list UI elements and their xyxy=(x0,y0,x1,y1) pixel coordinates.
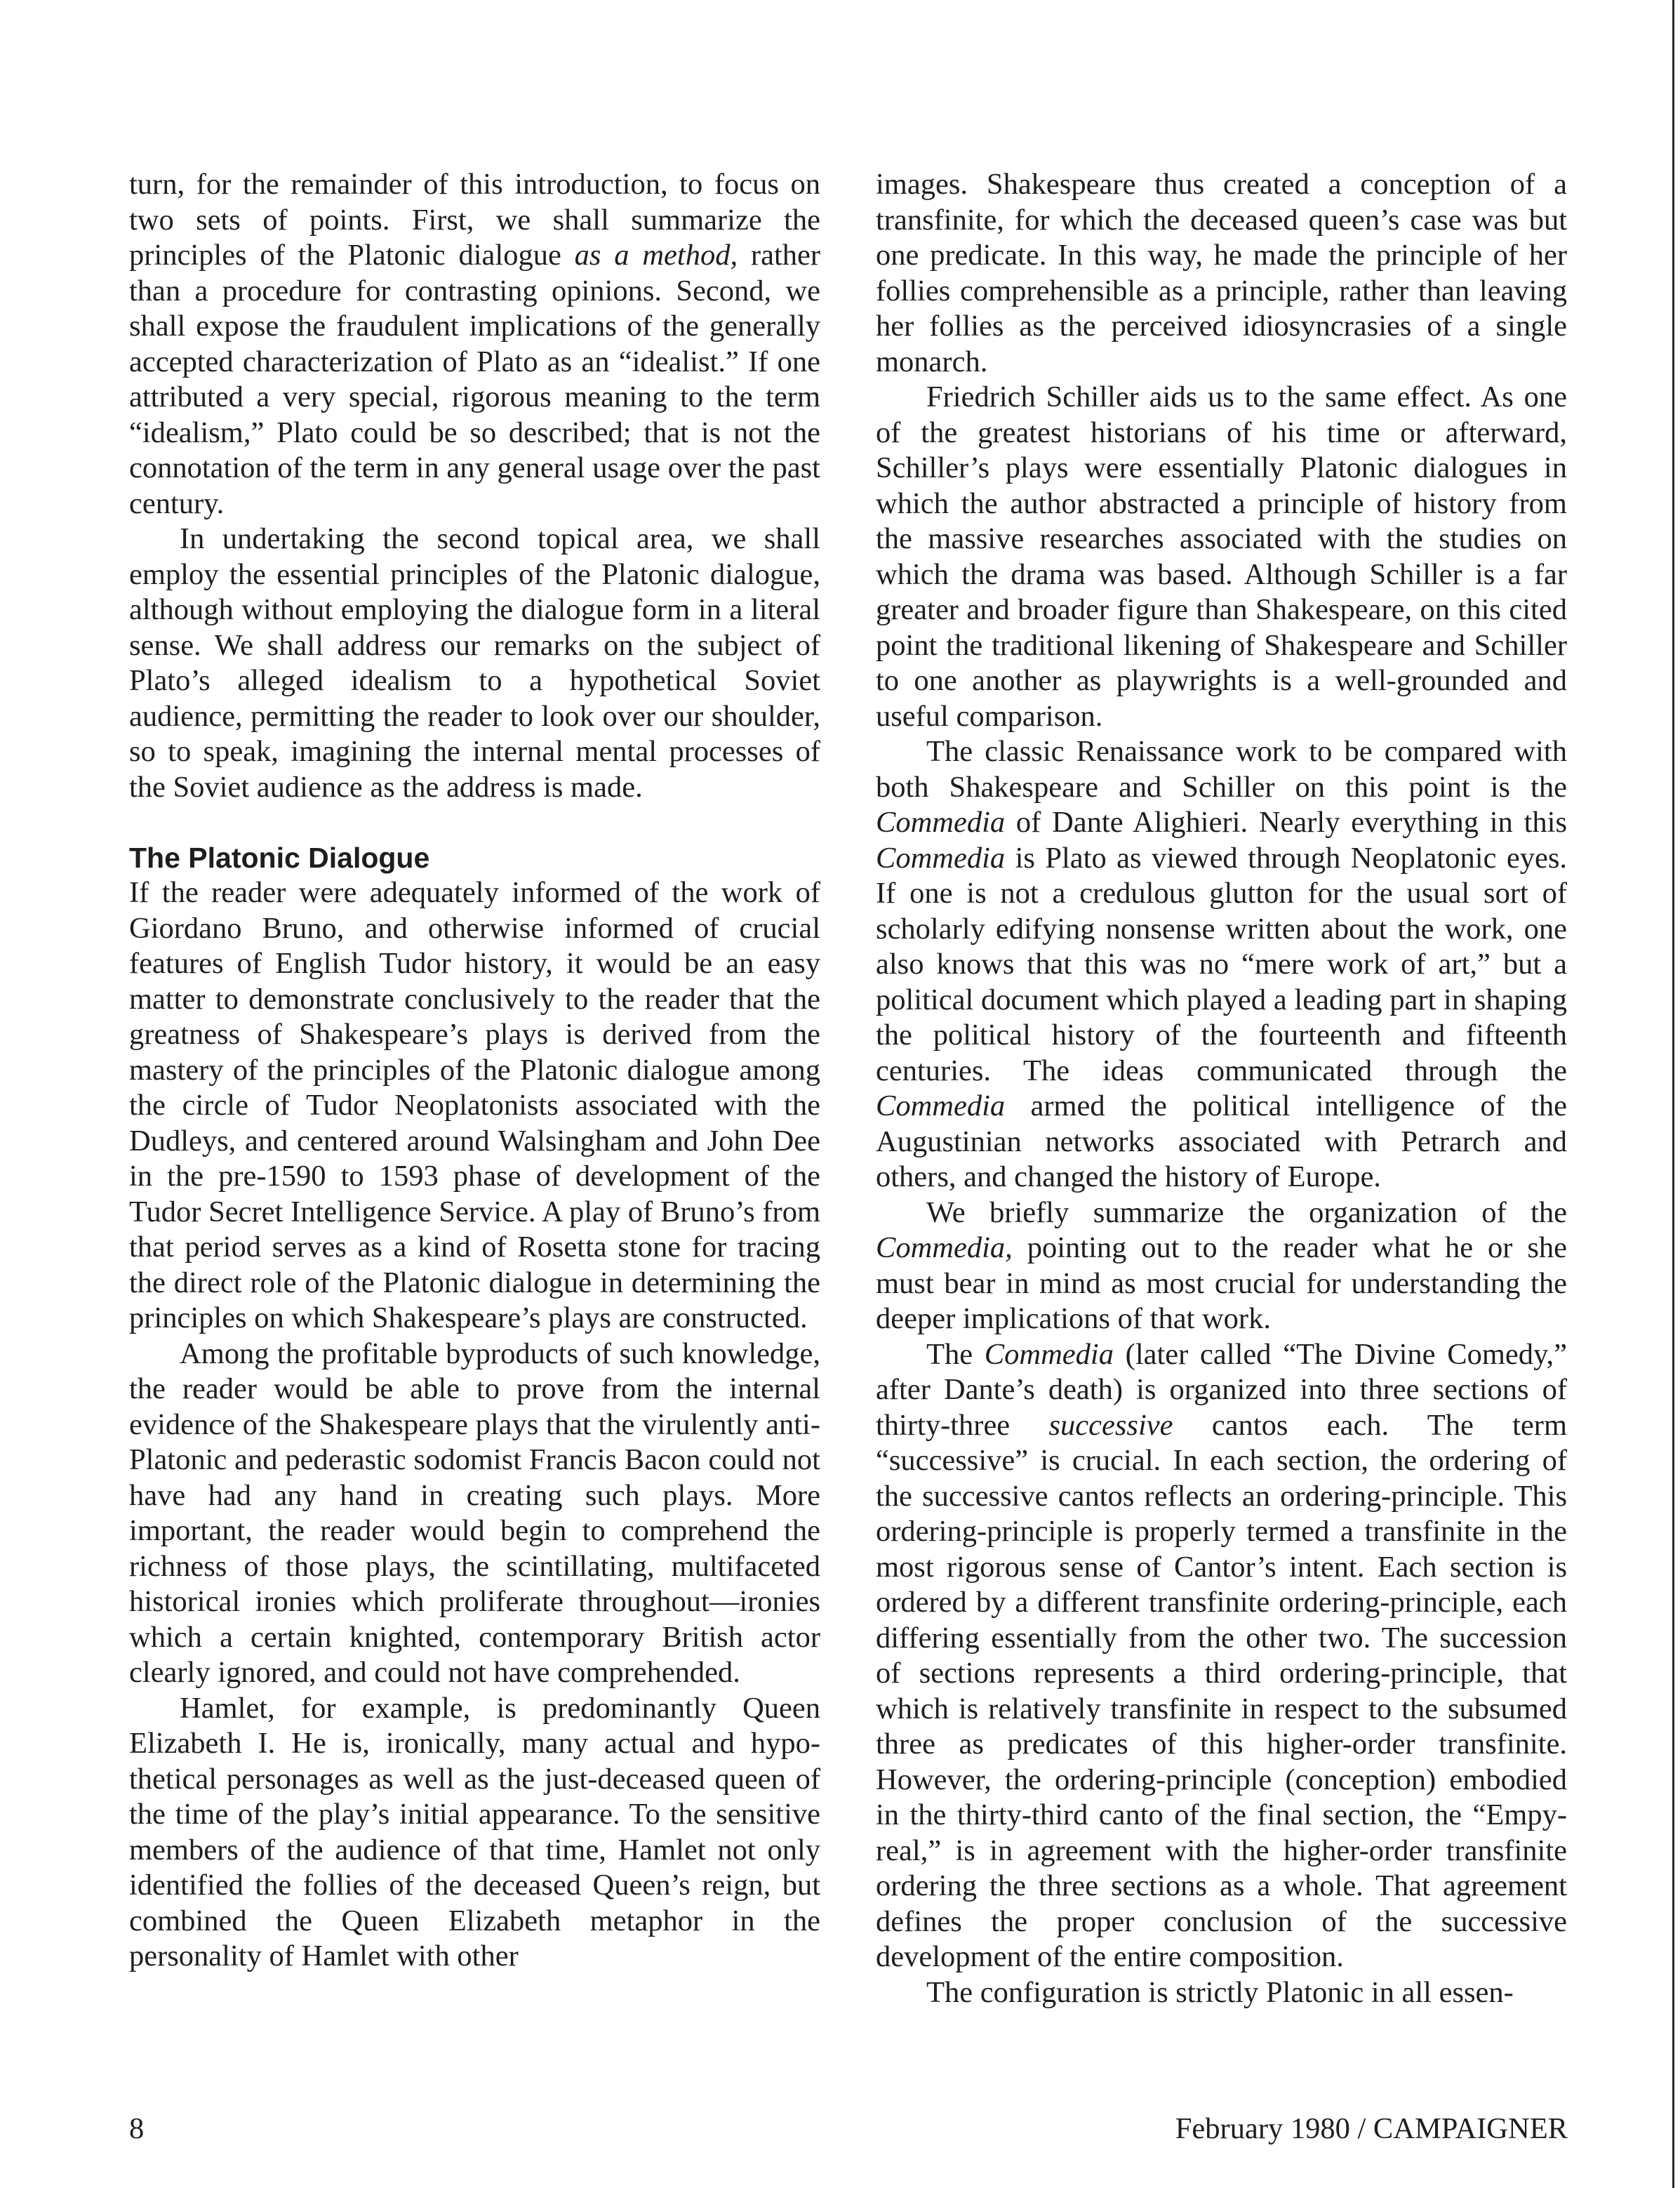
text-run: The classic Renaissance work to be compared with both Shakespeare and Schiller on this point is the xyxy=(876,735,1567,804)
page-edge-rule xyxy=(1672,0,1674,2188)
paragraph: Among the profitable byproducts of such knowledge, the reader would be able to prove from the internal evidence of the Shakespeare plays that the virulently anti-Platonic and pederastic sodomist Francis Bacon could not have had any hand in creating such plays. More important, the reader would begin to comprehend the richness of those plays, the scintillating, multifaceted historical ironies which proliferate throughout—ironies which a certain knighted, contemporary British actor clearly ignored, and could not have comprehended. xyxy=(129,1337,820,1689)
emphasis: successive xyxy=(1048,1408,1173,1442)
text-run: is Plato as viewed through Neoplatonic eyes. If one is not a credulous glutton for the usual sort of scholarly edifying nonsense written about the work, one also knows that this was no “mere work of art,” but a political document which played a leading part in shaping the political history of the fourteenth and fifteenth centuries. The ideas communicated through the xyxy=(876,841,1567,1087)
emphasis: Commedia, xyxy=(876,1231,1013,1264)
text-run: armed the political intelligence of the Augustinian networks associated with Petrarch and others, and changed the history of Europe. xyxy=(876,1089,1567,1193)
emphasis: Commedia xyxy=(876,841,1006,875)
text-run: pointing out to the reader what he or she must bear in mind as most crucial for understanding the deeper implications of that work. xyxy=(876,1231,1567,1335)
running-footer: February 1980 / CAMPAIGNER xyxy=(1175,2112,1568,2145)
right-column xyxy=(876,167,1567,2010)
paragraph xyxy=(876,734,1567,1195)
paragraph xyxy=(129,167,820,522)
emphasis: Commedia xyxy=(876,1089,1006,1122)
left-column xyxy=(129,167,820,1975)
paragraph: In undertaking the second topical area, we shall employ the essential principles of the Platonic dialogue, although without employing the dialogue form in a literal sense. We shall address our remarks on the subject of Plato’s alleged idealism to a hypothetical Soviet audience, permitting the reader to look over our shoulder, so to speak, imagining the internal mental processes of the Soviet audience as the address is made. xyxy=(129,522,820,804)
paragraph: If the reader were adequately informed of the work of Giordano Bruno, and otherwise informed of crucial features of English Tudor history, it would be an easy matter to demonstrate conclusively to the reader that the greatness of Shakespeare’s plays is derived from the mastery of the principles of the Platonic dialogue among the circle of Tudor Neoplatonists associated with the Dudleys, and centered around Walsingham and John Dee in the pre-1590 to 1593 phase of development of the Tudor Secret Intelligence Service. A play of Bruno’s from that period serves as a kind of Rosetta stone for tracing the direct role of the Platonic dialogue in determining the principles on which Shakespeare’s plays are constructed. xyxy=(129,876,820,1334)
paragraph: images. Shakespeare thus created a conception of a transfinite, for which the deceased queen’s case was but one predicate. In this way, he made the principle of her follies comprehensible as a principle, rather than leaving her follies as the perceived idiosyncrasies of a single monarch. xyxy=(876,168,1567,378)
text-run: rather than a procedure for contrasting opinions. Second, we shall expose the fraudulent implications of the generally accepted characterization of Plato as an “idealist.” If one attributed a very special, rigorous meaning to the term “idealism,” Plato could be so described; that is not the connotation of the term in any general usage over the past century. xyxy=(129,239,821,520)
paragraph: The configuration is strictly Platonic in all essen- xyxy=(926,1975,1514,2009)
section-heading: The Platonic Dialogue xyxy=(129,842,430,874)
text-run: turn, for the remainder of this introduction, to focus on two sets of points. First, we shall summarize the principles of the Platonic dialogue xyxy=(129,168,820,272)
paragraph: Friedrich Schiller aids us to the same effect. As one of the greatest historians of his time or afterward, Schiller’s plays were essentially Platonic dialogues in which the author abstracted a principle of history from the massive researches associated with the studies on which the drama was based. Although Schiller is a far greater and broader figure than Shakespeare, on this cited point the traditional likening of Shakespeare and Schiller to one another as playwrights is a well-grounded and useful comparison. xyxy=(876,380,1567,733)
text-run: We briefly summarize the organization of the xyxy=(926,1195,1567,1229)
text-run: The xyxy=(926,1337,985,1371)
text-run: cantos each. The term “successive” is crucial. In each section, the ordering of the successive cantos reflects an ordering-principle. This ordering-principle is properly termed a transfinite in the most rigorous sense of Cantor’s intent. Each section is ordered by a different transfinite ordering-principle, each differing essentially from the other two. The succession of sections represents a third ordering-principle, that which is relatively transfinite in respect to the subsumed three as predicates of this higher-order transfinite. However, the ordering-principle (conception) embodied in the thirty-third canto of the final section, the “Empyreal,” is in agreement with the higher-order transfinite ordering the three sections as a whole. That agreement defines the proper conclusion of the successive development of the entire composition. xyxy=(876,1408,1568,1973)
paragraph xyxy=(876,1195,1567,1337)
page-number: 8 xyxy=(129,2112,145,2145)
emphasis: Commedia xyxy=(876,806,1006,839)
text-run: of Dante Alighieri. Nearly everything in this xyxy=(1005,806,1567,839)
paragraph: Hamlet, for example, is predominantly Queen Elizabeth I. He is, ironically, many actual and hypothetical personages as well as the just-deceased queen of the time of the play’s initial appearance. To the sensitive members of the audience of that time, Hamlet not only identified the follies of the deceased Queen’s reign, but combined the Queen Elizabeth metaphor in the personality of Hamlet with other xyxy=(129,1691,820,1972)
emphasis: as a method, xyxy=(574,239,738,272)
text-run: (later called “The Divine Comedy,” after Dante’s death) is organized into three sections of thirty-three xyxy=(876,1337,1567,1442)
paragraph xyxy=(876,1337,1567,1975)
emphasis: Commedia xyxy=(984,1337,1114,1371)
